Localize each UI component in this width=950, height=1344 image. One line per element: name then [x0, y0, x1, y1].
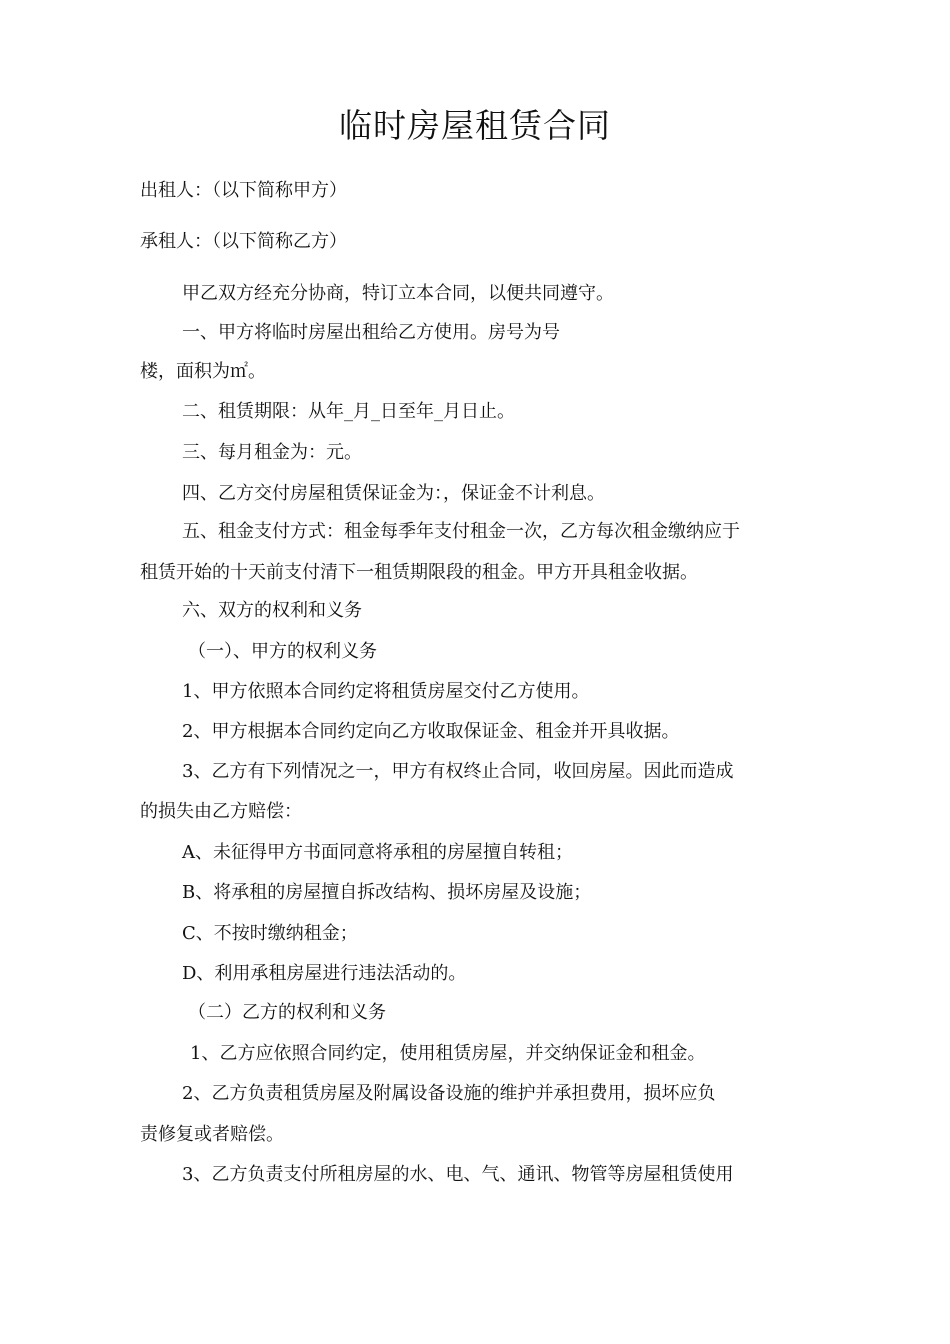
- clause-5-cont: 租赁开始的十天前支付清下一租赁期限段的租金。甲方开具租金收据。: [140, 562, 698, 583]
- clause-1-cont: 楼，面积为㎡。: [140, 361, 266, 382]
- clause-4: 四、乙方交付房屋租赁保证金为：，保证金不计利息。: [182, 483, 605, 504]
- party-lessor: 出租人：（以下简称甲方）: [140, 180, 347, 201]
- clause-1: 一、甲方将临时房屋出租给乙方使用。房号为号: [182, 322, 560, 343]
- section-lessee-rights: （二）乙方的权利和义务: [188, 1002, 386, 1023]
- clause-5: 五、租金支付方式：租金每季年支付租金一次，乙方每次租金缴纳应于: [182, 521, 740, 542]
- lessee-item-3: 3、乙方负责支付所租房屋的水、电、气、通讯、物管等房屋租赁使用: [182, 1164, 734, 1185]
- clause-3: 三、每月租金为：元。: [182, 442, 362, 463]
- condition-b: B、将承租的房屋擅自拆改结构、损坏房屋及设施；: [182, 882, 592, 903]
- lessor-item-2: 2、甲方根据本合同约定向乙方收取保证金、租金并开具收据。: [182, 721, 680, 742]
- lessor-item-3-cont: 的损失由乙方赔偿：: [140, 801, 302, 822]
- lessee-item-2: 2、乙方负责租赁房屋及附属设备设施的维护并承担费用，损坏应负: [182, 1083, 716, 1104]
- clause-2: 二、租赁期限：从年_月_日至年_月日止。: [182, 401, 515, 422]
- condition-a: A、未征得甲方书面同意将承租的房屋擅自转租；: [182, 842, 573, 863]
- lessee-item-1: 1、乙方应依照合同约定，使用租赁房屋，并交纳保证金和租金。: [190, 1043, 706, 1064]
- lessor-item-3: 3、乙方有下列情况之一，甲方有权终止合同，收回房屋。因此而造成: [182, 761, 734, 782]
- party-lessee: 承租人：（以下简称乙方）: [140, 231, 347, 252]
- lessor-item-1: 1、甲方依照本合同约定将租赁房屋交付乙方使用。: [182, 681, 590, 702]
- preamble: 甲乙双方经充分协商，特订立本合同，以便共同遵守。: [182, 283, 614, 304]
- clause-6: 六、双方的权利和义务: [182, 600, 362, 621]
- document-title: 临时房屋租赁合同: [339, 106, 611, 145]
- section-lessor-rights: （一）、甲方的权利义务: [188, 641, 377, 662]
- lessee-item-2-cont: 责修复或者赔偿。: [140, 1124, 284, 1145]
- condition-d: D、利用承租房屋进行违法活动的。: [182, 963, 467, 984]
- condition-c: C、不按时缴纳租金；: [182, 923, 358, 944]
